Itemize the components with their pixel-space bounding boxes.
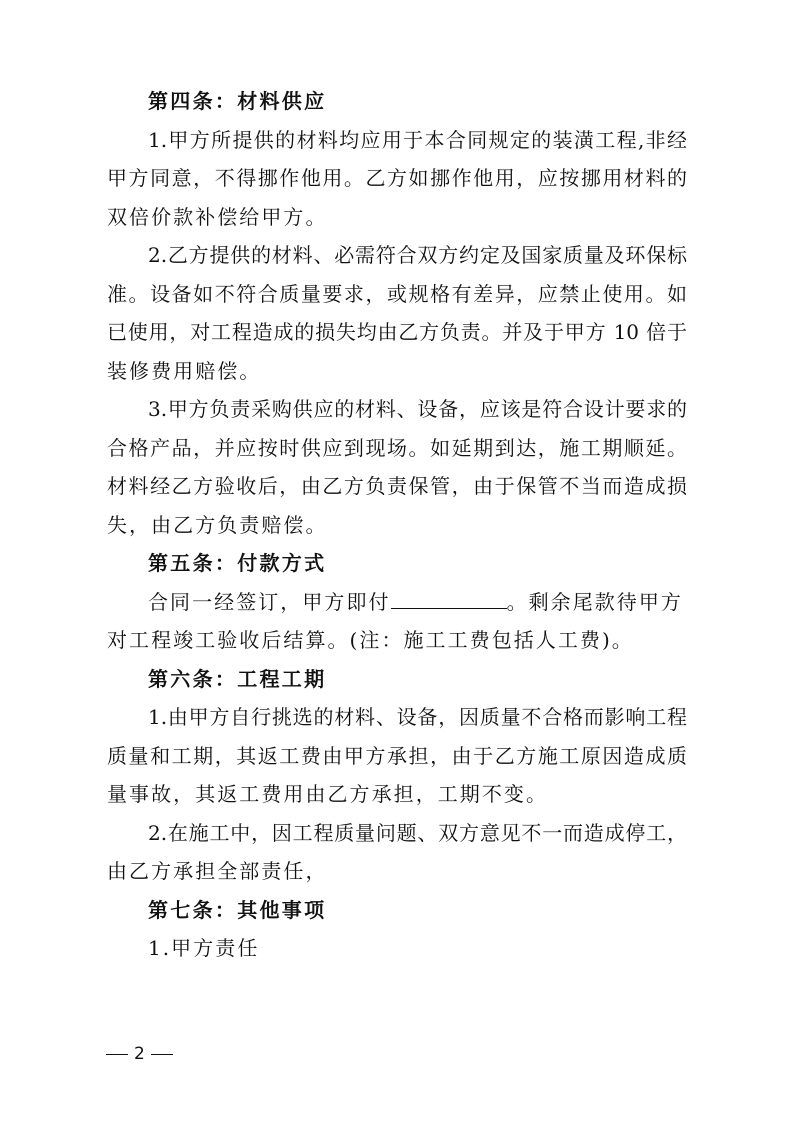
article-6-para-2-line-2: 由乙方承担全部责任， [107, 859, 328, 883]
article-5-para-1-line-2: 对工程竣工验收后结算。(注：施工工费包括人工费)。 [107, 628, 634, 652]
page-footer [100, 1044, 179, 1064]
document-body [107, 82, 687, 968]
article-6-heading: 第六条：工程工期 [148, 666, 327, 691]
article-6-para-1-line-1: 1.由甲方自行挑选的材料、设备，因质量不合格而影响工程 [148, 705, 687, 729]
article-4-para-2-line-4: 装修费用赔偿。 [107, 358, 262, 383]
page-number: 2 [134, 1044, 145, 1064]
footer-dash-left [106, 1054, 128, 1055]
article-4-para-2-line-2: 准。设备如不符合质量要求，或规格有差异，应禁止使用。如 [107, 281, 687, 306]
payment-text-after-blank: 。剩余尾款待甲方 [506, 589, 683, 614]
article-4-para-3-line-1: 3.甲方负责采购供应的材料、设备，应该是符合设计要求的 [148, 397, 687, 421]
article-5-para-1-line-1 [107, 583, 687, 622]
article-4-para-2-line-1: 2.乙方提供的材料、必需符合双方约定及国家质量及环保标 [148, 243, 687, 267]
article-4-para-1-line-3: 双倍价款补偿给甲方。 [107, 204, 328, 229]
footer-dash-right [151, 1054, 173, 1055]
payment-text-before-blank: 合同一经签订，甲方即付 [148, 589, 391, 614]
article-4-para-1-line-1: 1.甲方所提供的材料均应用于本合同规定的装潢工程,非经 [148, 127, 687, 152]
article-4-para-2-line-3: 已使用，对工程造成的损失均由乙方负责。并及于甲方 10 倍于 [107, 320, 687, 344]
article-4-para-3-line-4: 失，由乙方负责赔偿。 [107, 512, 328, 537]
article-6-para-2-line-1: 2.在施工中，因工程质量问题、双方意见不一而造成停工， [148, 820, 687, 845]
article-4-heading: 第四条：材料供应 [148, 89, 327, 113]
article-7-heading: 第七条：其他事项 [148, 897, 327, 922]
article-4-para-3-line-2: 合格产品，并应按时供应到现场。如延期到达，施工期顺延。 [107, 435, 687, 460]
article-4-para-1-line-2: 甲方同意，不得挪作他用。乙方如挪作他用，应按挪用材料的 [107, 166, 687, 190]
article-6-para-1-line-2: 质量和工期，其返工费由甲方承担，由于乙方施工原因造成质 [107, 743, 687, 768]
article-6-para-1-line-3: 量事故，其返工费用由乙方承担，工期不变。 [107, 782, 548, 806]
article-5-heading: 第五条：付款方式 [148, 551, 327, 575]
article-7-item-1: 1.甲方责任 [148, 936, 260, 960]
payment-amount-blank [391, 590, 507, 609]
article-4-para-3-line-3: 材料经乙方验收后，由乙方负责保管，由于保管不当而造成损 [107, 474, 687, 498]
